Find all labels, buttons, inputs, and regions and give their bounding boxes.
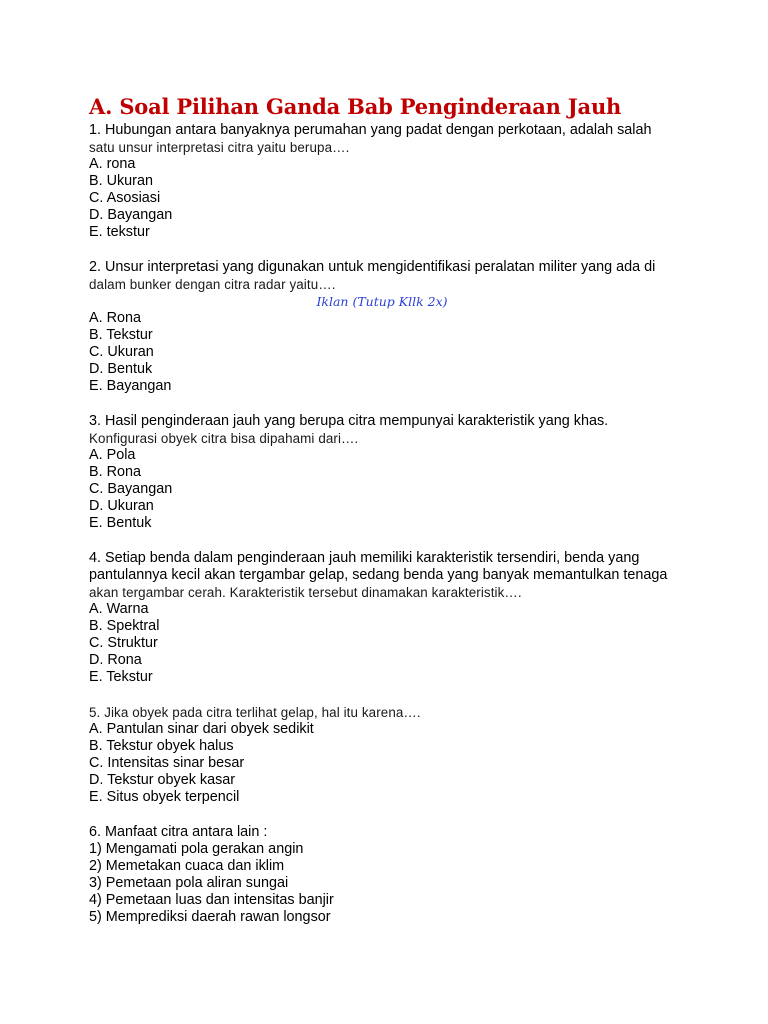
question-4-option-e: E. Tekstur xyxy=(89,669,153,685)
question-5-option-e: E. Situs obyek terpencil xyxy=(89,789,240,805)
question-2-option-e: E. Bayangan xyxy=(89,378,172,394)
question-4 xyxy=(89,550,689,686)
question-4-option-c: C. Struktur xyxy=(89,635,158,651)
question-6 xyxy=(89,824,689,926)
question-2-text-line-1: 2. Unsur interpretasi yang digunakan untuk mengidentifikasi peralatan militer yang ada di xyxy=(89,259,656,275)
question-6-item-5: 5) Memprediksi daerah rawan longsor xyxy=(89,909,331,925)
question-5-option-a: A. Pantulan sinar dari obyek sedikit xyxy=(89,721,314,737)
question-1-text-line-1: 1. Hubungan antara banyaknya perumahan yang padat dengan perkotaan, adalah salah xyxy=(89,122,652,138)
page-title: A. Soal Pilihan Ganda Bab Penginderaan Jauh xyxy=(89,94,622,119)
question-6-item-2: 2) Memetakan cuaca dan iklim xyxy=(89,858,285,874)
question-5-text-line-1: 5. Jika obyek pada citra terlihat gelap, hal itu karena…. xyxy=(89,705,421,720)
question-3-option-b: B. Rona xyxy=(89,464,141,480)
question-4-text-line-2: pantulannya kecil akan tergambar gelap, sedang benda yang banyak memantulkan tenaga xyxy=(89,567,668,583)
question-4-option-b: B. Spektral xyxy=(89,618,160,634)
question-6-item-4: 4) Pemetaan luas dan intensitas banjir xyxy=(89,892,334,908)
question-6-text-line-1: 6. Manfaat citra antara lain : xyxy=(89,824,268,840)
question-2-option-c: C. Ukuran xyxy=(89,344,154,360)
ad-close-link[interactable]: Iklan (Tutup Kllk 2x) xyxy=(316,294,448,309)
question-6-item-3: 3) Pemetaan pola aliran sungai xyxy=(89,875,289,891)
question-4-option-a: A. Warna xyxy=(89,601,149,617)
question-5-option-c: C. Intensitas sinar besar xyxy=(89,755,245,771)
question-3-text-line-1: 3. Hasil penginderaan jauh yang berupa citra mempunyai karakteristik yang khas. xyxy=(89,413,609,429)
question-4-text-line-1: 4. Setiap benda dalam penginderaan jauh memiliki karakteristik tersendiri, benda yang xyxy=(89,550,640,566)
question-6-item-1: 1) Mengamati pola gerakan angin xyxy=(89,841,304,857)
question-4-option-d: D. Rona xyxy=(89,652,142,668)
question-3-option-e: E. Bentuk xyxy=(89,515,152,531)
question-1-option-c: C. Asosiasi xyxy=(89,190,161,206)
question-1-text-line-2: satu unsur interpretasi citra yaitu berupa…. xyxy=(89,140,350,155)
question-5 xyxy=(89,704,689,806)
question-1-option-d: D. Bayangan xyxy=(89,207,173,223)
question-1 xyxy=(89,122,689,241)
question-3-option-d: D. Ukuran xyxy=(89,498,154,514)
question-3 xyxy=(89,413,689,532)
question-2-option-d: D. Bentuk xyxy=(89,361,153,377)
question-1-option-e: E. tekstur xyxy=(89,224,150,240)
question-5-option-b: B. Tekstur obyek halus xyxy=(89,738,234,754)
question-3-option-c: C. Bayangan xyxy=(89,481,173,497)
question-1-option-a: A. rona xyxy=(89,156,136,172)
question-1-option-b: B. Ukuran xyxy=(89,173,153,189)
question-2 xyxy=(89,259,689,395)
document-page xyxy=(89,92,689,926)
question-4-text-line-3: akan tergambar cerah. Karakteristik tersebut dinamakan karakteristik…. xyxy=(89,585,522,600)
question-5-option-d: D. Tekstur obyek kasar xyxy=(89,772,236,788)
question-3-option-a: A. Pola xyxy=(89,447,136,463)
question-2-option-b: B. Tekstur xyxy=(89,327,153,343)
question-3-text-line-2: Konfigurasi obyek citra bisa dipahami dari…. xyxy=(89,431,359,446)
question-2-option-a: A. Rona xyxy=(89,310,141,326)
question-2-text-line-2: dalam bunker dengan citra radar yaitu…. xyxy=(89,277,336,292)
